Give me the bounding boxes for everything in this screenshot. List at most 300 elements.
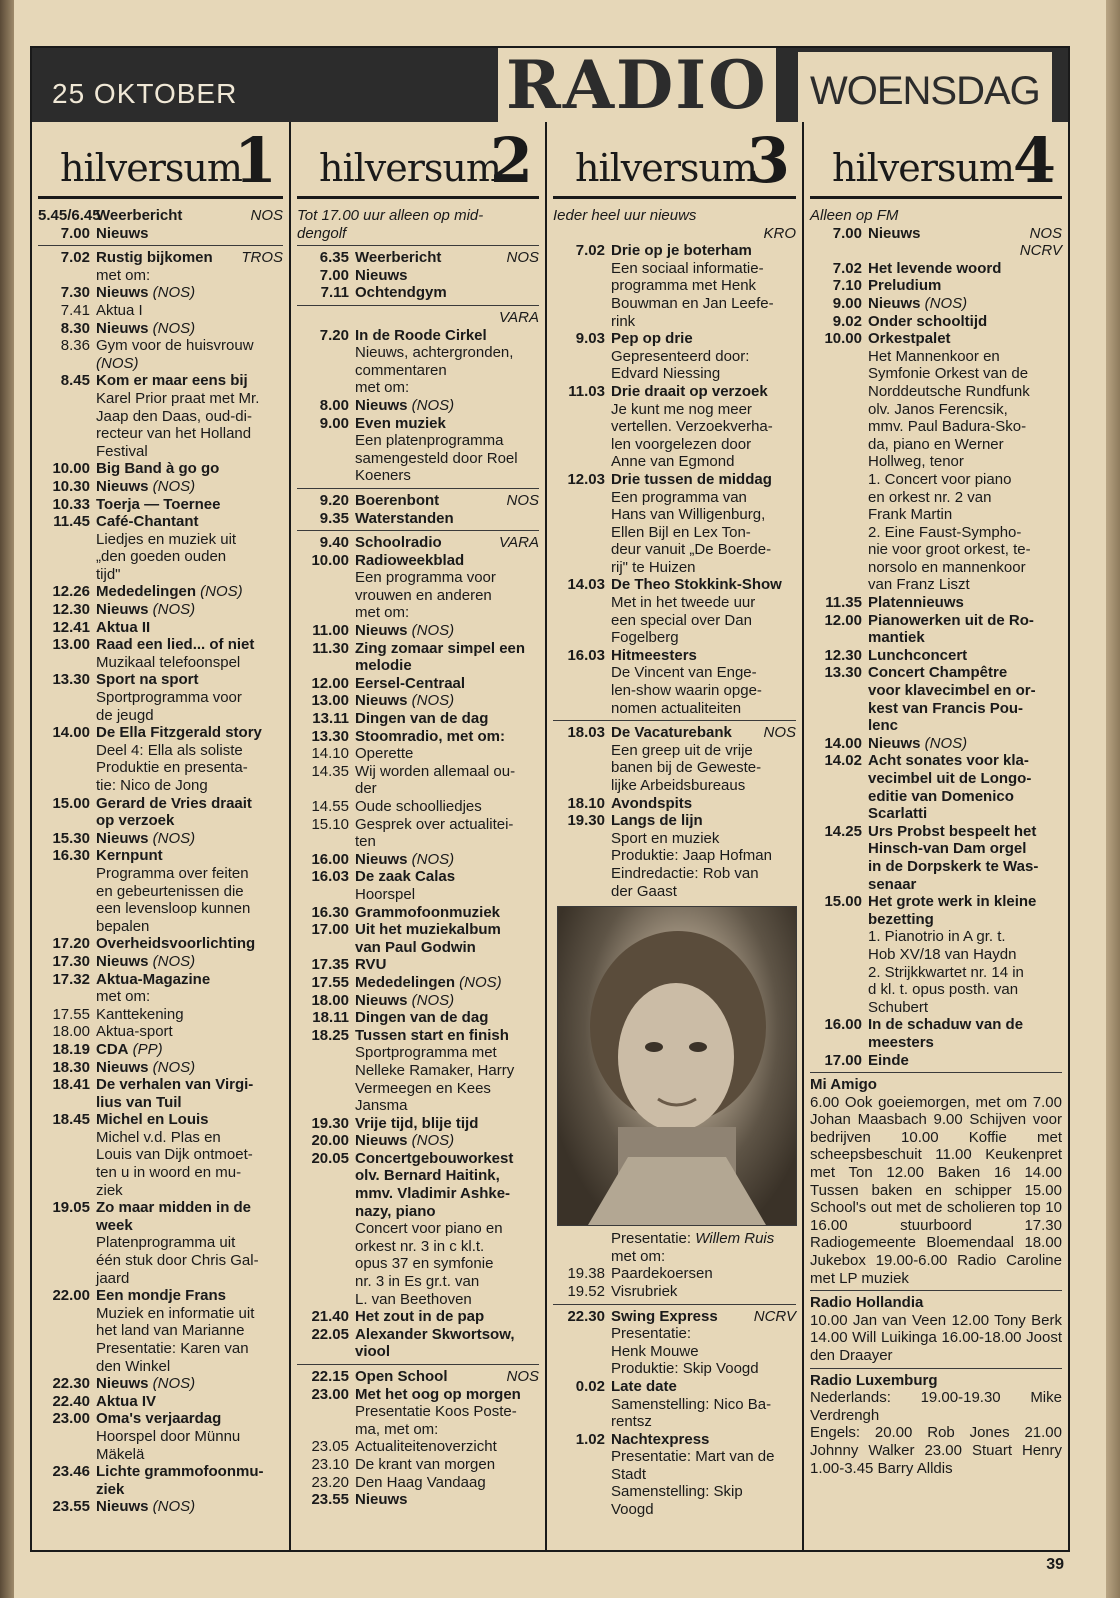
program-entry [38,953,283,971]
program-detail-text: Norddeutsche Rundfunk [868,382,1030,400]
program-title [355,1132,539,1150]
program-detail-text: Anne van Egmond [611,453,735,471]
program-entry [38,1375,283,1393]
program-time: 8.36 [60,337,90,355]
program-title-text: Eersel-Centraal [355,674,466,692]
program-title-text: Nachtexpress [611,1430,710,1448]
program-source: (NOS) [920,294,968,312]
program-detail [355,833,539,851]
program-title-text: Met het oog op morgen [355,1385,521,1403]
program-title [96,971,283,989]
program-detail-text: nazy, piano [355,1202,436,1220]
program-detail [868,365,1062,383]
program-detail-text: deur vanuit „De Boerde- [611,541,772,559]
program-time: 14.35 [311,762,349,780]
program-detail [868,541,1062,559]
divider [297,245,539,246]
program-time: 16.00 [824,1016,862,1034]
program-detail [868,629,1062,647]
program-detail [611,489,796,507]
program-entry [297,675,539,693]
program-detail [355,1403,539,1421]
program-time: 13.30 [824,664,862,682]
program-detail [96,900,283,918]
program-title [96,1393,283,1411]
program-detail [868,559,1062,577]
program-title-text: Grammofoonmuziek [355,903,501,921]
program-title [355,1027,539,1045]
program-entry [297,1386,539,1404]
program-title [611,1283,796,1301]
program-time: 17.00 [311,921,349,939]
station-header [810,122,1062,199]
program-entry [810,330,1062,348]
program-title [355,397,539,415]
program-detail-text: op verzoek [96,812,175,830]
program-title [868,664,1062,682]
program-detail [355,344,539,362]
program-title [96,1375,283,1393]
program-title-text: Lichte grammofoonmu- [96,1463,264,1481]
program-time: 19.05 [52,1199,90,1217]
divider [297,488,539,489]
program-title [96,1287,283,1305]
program-entry [810,594,1062,612]
program-detail [96,1340,283,1358]
program-entry [38,225,283,243]
program-source: (NOS) [148,1498,196,1516]
divider [810,1290,1062,1291]
program-time: 8.00 [319,396,349,414]
program-title [96,1006,283,1024]
program-entry [297,816,539,834]
program-title-text: Wij worden allemaal ou- [355,762,516,780]
program-title-text: Dingen van de dag [355,710,489,728]
program-entry [297,534,539,552]
program-entry [297,1368,539,1386]
program-detail [611,847,796,865]
program-entry [38,847,283,865]
program-detail [611,365,796,383]
program-title-text: Toerja — Toernee [96,495,221,513]
program-title [96,935,283,953]
program-detail [611,1448,796,1466]
program-title-text: Oude schoolliedjes [355,798,482,815]
divider [553,720,796,721]
divider [553,1304,796,1305]
program-title-text: Pep op drie [611,330,693,348]
program-detail-text: melodie [355,657,412,675]
program-time: 19.38 [567,1265,605,1283]
program-title [355,622,539,640]
broadcaster-label: VARA [498,308,539,326]
program-title [355,816,539,834]
program-detail [868,506,1062,524]
program-time: 22.30 [567,1307,605,1325]
presenter-name: Willem Ruis [695,1230,775,1248]
station-number: 3 [746,124,790,197]
program-entry [38,1498,283,1516]
program-detail [96,1146,283,1164]
program-title-text: Nieuws [96,319,149,337]
program-detail-text: Met in het tweede uur [611,594,756,612]
program-time: 1.02 [575,1430,605,1448]
program-title [611,647,796,665]
program-detail-text: da, piano en Werner [868,435,1004,453]
program-detail-text: commentaren [355,361,447,379]
program-detail-text: Hollweg, tenor [868,453,964,471]
program-title-text: Nieuws [355,1132,408,1150]
program-entry [553,647,796,665]
program-time: 17.30 [52,952,90,970]
program-time: 10.33 [52,495,90,513]
program-detail-text: Gepresenteerd door: [611,347,750,365]
program-detail [868,999,1062,1017]
program-time: 5.45/6.45 [38,207,101,224]
program-entry [38,1287,283,1305]
program-detail [611,1230,796,1248]
program-title-text: CDA [96,1040,129,1058]
program-detail [96,654,283,672]
program-detail [868,717,1062,735]
program-title-text: Nieuws [96,1498,149,1516]
program-title [355,1308,539,1326]
program-title [96,953,283,971]
program-detail-text: den Winkel [96,1357,171,1375]
program-title [355,552,539,570]
program-title-text: Weerbericht [355,249,442,267]
program-title-text: Preludium [868,277,942,295]
program-detail [868,436,1062,454]
program-detail [355,657,539,675]
program-detail [611,295,796,313]
program-detail-text: Jansma [355,1097,408,1115]
program-detail [611,418,796,436]
program-detail [96,689,283,707]
program-title [355,798,539,816]
program-time: 9.03 [575,330,605,348]
program-title-text: Het levende woord [868,259,1002,277]
program-detail-text: olv. Janos Ferencsik, [868,400,1008,418]
program-entry [297,510,539,528]
program-time: 23.55 [311,1491,349,1509]
program-detail-text: Eindredactie: Rob van [611,864,759,882]
program-time: 18.10 [567,794,605,812]
program-detail [355,780,539,798]
program-title-text: Den Haag Vandaag [355,1473,486,1491]
program-time: 10.00 [52,460,90,478]
program-detail-text: Programma over feiten [96,864,249,882]
program-time: 23.20 [311,1473,349,1491]
program-title-text: Late date [611,1377,677,1395]
program-title [868,260,1062,278]
program-time: 15.10 [311,815,349,833]
program-time: 13.11 [312,710,349,728]
program-time: 14.25 [824,822,862,840]
program-detail [355,1203,539,1221]
program-entry [297,640,539,658]
program-time: 7.02 [60,249,90,267]
program-time: 16.30 [52,847,90,865]
program-detail-text: jaard [96,1269,130,1287]
program-entry [553,471,796,489]
program-title [96,207,283,225]
program-title-text: Acht sonates voor kla- [868,752,1029,770]
program-detail [96,531,283,549]
schedule-paragraph: 10.00 Jan van Veen 12.00 Tony Berk 14.00 Will Luikinga 16.00-18.00 Joost den Draayer [810,1311,1062,1364]
program-detail [611,1501,796,1519]
program-detail-text: met om: [355,604,410,622]
program-time: 23.46 [52,1463,90,1481]
column-hilversum-4 [802,122,1068,1550]
program-time: 16.03 [311,868,349,886]
program-detail [611,506,796,524]
program-entry [38,207,283,225]
program-detail [96,777,283,795]
program-detail-text: van Franz Liszt [868,576,970,594]
program-title [868,330,1062,348]
program-detail-text: Hoorspel [355,885,416,903]
station-header [38,122,283,199]
program-detail-text: een special over Dan [611,611,752,629]
divider [810,1368,1062,1369]
program-time: 18.25 [311,1026,349,1044]
program-detail [96,742,283,760]
section-note: Ieder heel uur nieuws [553,207,697,224]
program-time: 18.03 [567,724,605,742]
program-title [96,478,283,496]
program-time: 18.00 [52,1023,90,1041]
program-entry [810,664,1062,682]
program-detail [868,946,1062,964]
program-title [96,636,283,654]
program-detail-text: rentsz [611,1413,652,1431]
program-time: 18.00 [311,991,349,1009]
program-source: (NOS) [148,284,196,302]
program-detail-text: Een programma van [611,488,747,506]
program-source: (NOS) [920,734,968,752]
program-title [355,745,539,763]
program-detail [96,1234,283,1252]
program-time: 20.00 [311,1132,349,1150]
program-time: 23.05 [311,1438,349,1456]
program-title-text: Big Band à go go [96,460,220,478]
program-detail-text: Sportprogramma voor [96,689,242,707]
program-title [96,1059,283,1077]
program-entry [297,327,539,345]
program-title [611,576,796,594]
program-time: 11.45 [53,513,90,531]
program-title [868,823,1062,841]
program-detail-text: mmv. Paul Badura-Sko- [868,418,1027,436]
program-title [868,295,1062,313]
program-title-text: Dingen van de dag [355,1009,489,1027]
program-detail-text: en gebeurtenissen die [96,882,244,900]
program-title [611,471,796,489]
program-entry [297,1491,539,1509]
program-entry [297,249,539,267]
program-entry [38,460,283,478]
program-title [355,1386,539,1404]
program-title [355,1009,539,1027]
program-detail [611,777,796,795]
program-detail [868,489,1062,507]
program-detail-text: lius van Tuil [96,1093,182,1111]
program-detail-text: der Gaast [611,882,677,900]
broadcaster-tag: NOS [763,724,796,742]
column-hilversum-1 [32,122,289,1550]
program-title-text: Ochtendgym [355,284,447,302]
program-detail [868,383,1062,401]
program-detail [868,788,1062,806]
program-entry [810,277,1062,295]
program-title [96,795,283,813]
program-detail [96,443,283,461]
program-entry [810,295,1062,313]
program-title-text: Concert Champêtre [868,664,1008,682]
program-detail-text: Liedjes en muziek uit [96,530,237,548]
program-title-text: Platennieuws [868,594,964,612]
program-detail [611,883,796,901]
program-detail [96,566,283,584]
program-title-text: Aktua-sport [96,1023,173,1041]
program-detail [96,267,283,285]
program-title [96,601,283,619]
program-title [611,330,796,348]
program-title-text: Rustig bijkomen [96,249,213,267]
program-entry [38,1076,283,1094]
program-detail-text: len voorgelezen door [611,435,752,453]
program-detail-text: één stuk door Chris Gal- [96,1252,259,1270]
program-detail [96,988,283,1006]
program-title [96,372,283,390]
program-title-text: Gym voor de huisvrouw [96,337,254,355]
program-entry [38,724,283,742]
program-detail [611,524,796,542]
program-entry [297,492,539,510]
program-source: (NOS) [407,1132,455,1150]
program-detail-text: Karel Prior praat met Mr. [96,389,260,407]
program-detail [868,682,1062,700]
station-header [553,122,796,199]
program-title [355,974,539,992]
program-entry [38,1463,283,1481]
program-title [868,1016,1062,1034]
program-detail [611,453,796,471]
program-detail [611,260,796,278]
program-detail [355,432,539,450]
station-name: hilversum [832,146,1014,190]
program-time: 15.30 [52,829,90,847]
program-detail [96,812,283,830]
divider [38,245,283,246]
program-time: 0.02 [575,1377,605,1395]
program-entry [553,330,796,348]
program-entry [810,647,1062,665]
program-title [868,313,1062,331]
program-detail-text: Samenstelling: Nico Ba- [611,1395,772,1413]
program-detail-text: orkest nr. 3 in c kl.t. [355,1237,485,1255]
program-detail-text: lenc [868,717,899,735]
program-time: 9.40 [319,534,349,552]
program-title [96,496,283,514]
program-detail [355,886,539,904]
program-title-text: Sport na sport [96,671,199,689]
program-time: 7.00 [319,266,349,284]
program-title-text: Raad een lied... of niet [96,636,255,654]
program-entry [38,513,283,531]
program-entry [553,1431,796,1449]
program-detail [355,1220,539,1238]
program-time: 7.20 [319,326,349,344]
program-detail [96,1094,283,1112]
program-detail-text: Hinsch-van Dam orgel [868,840,1027,858]
program-detail-text: Edvard Niessing [611,365,721,383]
program-title-text: Drie op je boterham [611,242,752,260]
program-time: 17.32 [52,970,90,988]
program-title-text: Even muziek [355,414,446,432]
program-detail-text: kest van Francis Pou- [868,699,1024,717]
program-title-text: Vrije tijd, blije tijd [355,1114,479,1132]
program-entry [810,735,1062,753]
program-detail-text: Scarlatti [868,805,928,823]
program-time: 10.30 [52,477,90,495]
program-detail-text: senaar [868,875,917,893]
program-entry [297,1438,539,1456]
program-title-text: Einde [868,1051,909,1069]
broadcaster-tag: NOS [1029,224,1062,242]
column-hilversum-2 [289,122,545,1550]
program-detail [96,1164,283,1182]
program-detail [868,1034,1062,1052]
program-detail [96,1428,283,1446]
program-time: 12.26 [52,583,90,601]
program-entry [297,956,539,974]
program-title-text: Drie tussen de middag [611,470,772,488]
program-detail-text: editie van Domenico [868,787,1014,805]
divider [810,1072,1062,1073]
program-entry [297,1456,539,1474]
program-detail-text: Muzikaal telefoonspel [96,653,241,671]
program-time: 22.30 [52,1375,90,1393]
program-title [868,225,1062,243]
divider [297,530,539,531]
program-detail-text: met om: [355,379,410,397]
program-title-text: De verhalen van Virgi- [96,1076,254,1094]
program-title-text: Een mondje Frans [96,1287,227,1305]
program-entry [553,812,796,830]
program-detail-text: vrouwen en anderen [355,586,492,604]
program-detail-text: bezetting [868,910,934,928]
station-name: hilversum [575,146,757,190]
program-detail-text: Concert voor piano en [355,1220,503,1238]
program-detail-text: Een greep uit de vrije [611,741,753,759]
program-time: 14.00 [824,734,862,752]
divider [297,305,539,306]
program-title-text: Zing zomaar simpel een [355,639,526,657]
program-title-text: Uit het muziekalbum [355,921,501,939]
program-time: 18.41 [52,1076,90,1094]
program-time: 9.00 [832,294,862,312]
program-detail [355,1238,539,1256]
program-detail-text: (NOS) [96,354,139,372]
program-title [868,612,1062,630]
page-edge [1106,0,1120,1598]
program-entry [297,1132,539,1150]
program-detail-text: bepalen [96,917,150,935]
program-entry [38,619,283,637]
program-title [611,1431,796,1449]
